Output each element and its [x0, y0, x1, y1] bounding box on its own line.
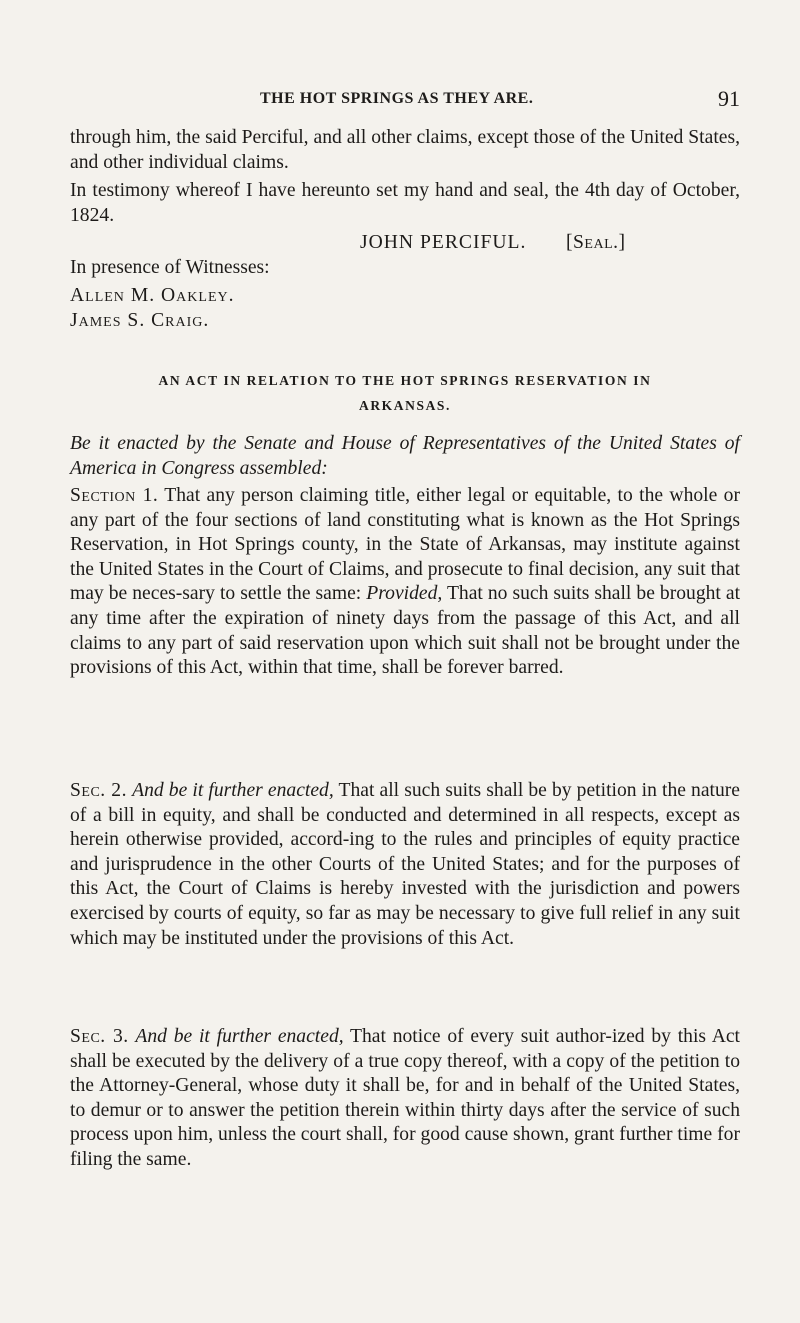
witness-name: James S. Craig. [70, 310, 210, 331]
act-title-line1: AN ACT IN RELATION TO THE HOT SPRINGS RESERVATION IN [158, 373, 652, 388]
section-text: That all such suits shall be by petition in the nature of a bill in equity, and shall be conducted and determined in all respects, except as herein otherwise provided, accord-ing to the rules and principles of equity practice and jurisprudence in the other Courts of the United States; and for the purposes of this Act, the Court of Claims is hereby invested with the jurisdiction and powers exercised by courts of equity, so far as may be necessary to give full relief in any suit which may be instituted under the provisions of this Act. [70, 780, 741, 949]
section-lead: And be it further enacted, [132, 780, 334, 801]
section-3 [70, 1025, 740, 1173]
enacting-clause: Be it enacted by the Senate and House of Representatives of the United States of America in Congress assembled: [70, 433, 740, 479]
act-title-line2: ARKANSAS. [358, 398, 452, 413]
section-label: Section 1. [70, 485, 159, 506]
witness-name: Allen M. Oakley. [70, 285, 235, 306]
witness-label: In presence of Witnesses: [70, 257, 270, 278]
testimony-paragraph: In testimony whereof I have hereunto set my hand and seal, the 4th day of October, 1824. [70, 180, 740, 226]
section-text-continued: That no such suits shall be brought at any time after the expiration of ninety days from the passage of this Act, and all claims to any part of said reservation upon which suit shall not be brought under the provisions of this Act, within that time, shall be forever barred. [70, 583, 741, 679]
section-label: Sec. 2. [70, 780, 127, 801]
signatory-name: JOHN PERCIFUL. [360, 232, 527, 253]
seal-mark: [Seal.] [566, 232, 626, 253]
deed-continuation: through him, the said Perciful, and all other claims, except those of the United States, and other individual claims. [70, 127, 740, 173]
page-number: 91 [718, 86, 740, 111]
running-title: THE HOT SPRINGS AS THEY ARE. [260, 90, 534, 107]
section-label: Sec. 3. [70, 1026, 129, 1047]
section-text: That any person claiming title, either legal or equitable, to the whole or any part of the four sections of land constituting what is known as the Hot Springs Reservation, in Hot Springs county, in the State of Arkansas, may institute against the United States in the Court of Claims, and prosecute to final decision, any suit that may be neces-sary to settle the same: [70, 485, 740, 605]
section-text: That notice of every suit author-ized by this Act shall be executed by the delivery of a true copy thereof, with a copy of the petition to the Attorney-General, whose duty it shall be, for and in behalf of the United States, to demur or to answer the petition therein within thirty days after the service of such process upon him, unless the court shall, for good cause shown, grant further time for filing the same. [70, 1026, 740, 1170]
section-lead: And be it further enacted, [135, 1026, 344, 1047]
section-1 [70, 484, 740, 681]
page-header [70, 86, 740, 112]
proviso: Provided, [366, 583, 443, 605]
section-2 [70, 779, 740, 951]
